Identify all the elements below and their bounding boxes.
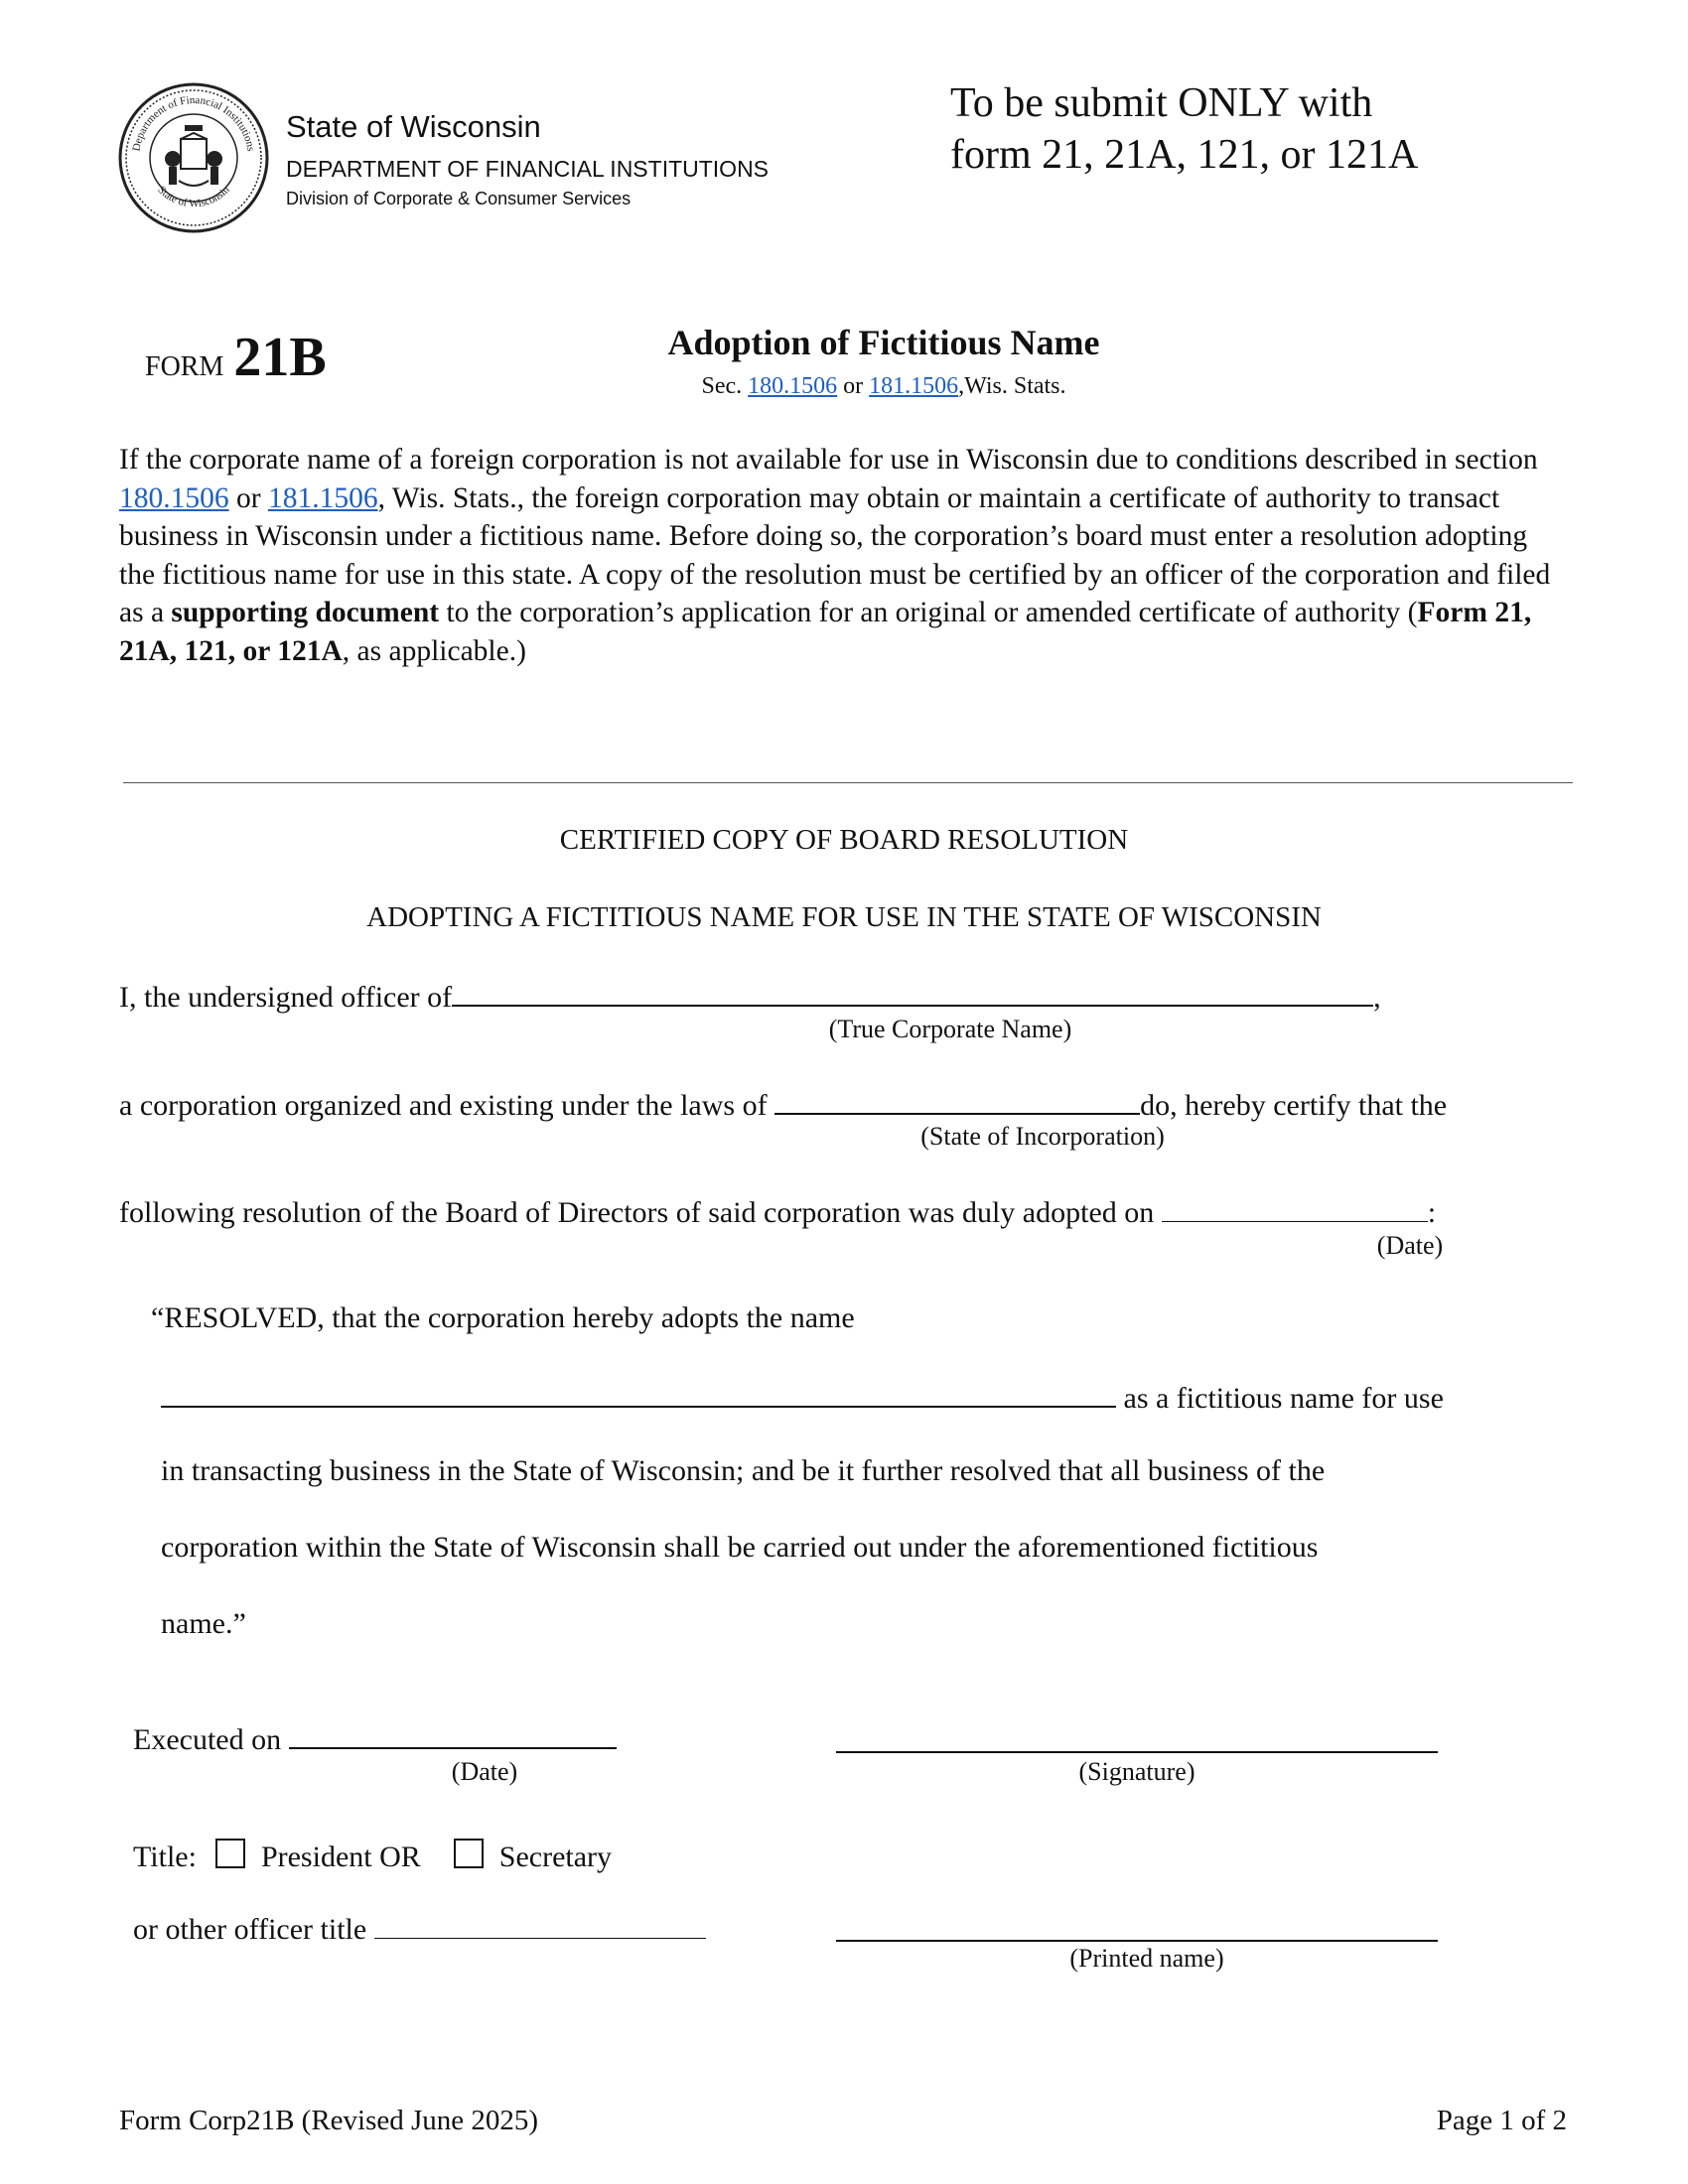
president-label: President OR <box>260 1841 421 1873</box>
footer-page-number: Page 1 of 2 <box>1436 2105 1567 2136</box>
fictitious-name-field[interactable] <box>161 1378 1116 1408</box>
other-officer-title-field[interactable] <box>374 1910 706 1939</box>
state-of-incorporation-field[interactable] <box>774 1085 1140 1115</box>
form-title: Adoption of Fictitious Name <box>667 323 1100 362</box>
resolved-line-2: as a fictitious name for use <box>161 1378 1444 1416</box>
president-checkbox[interactable] <box>215 1839 245 1868</box>
signature-field[interactable] <box>836 1751 1438 1753</box>
intro-link-180-1506[interactable]: 180.1506 <box>119 481 229 514</box>
notice-line-1: To be submit ONLY with <box>950 80 1373 126</box>
resolution-heading: CERTIFIED COPY OF BOARD RESOLUTION <box>559 824 1129 856</box>
caption-true-corporate-name: (True Corporate Name) <box>828 1015 1072 1043</box>
intro-link-181-1506[interactable]: 181.1506 <box>267 481 378 514</box>
resolved-line-3: in transacting business in the State of Wisconsin; and be it further resolved that all business of the <box>161 1454 1326 1487</box>
dfi-seal-logo <box>117 81 270 234</box>
caption-state-of-incorporation: (State of Incorporation) <box>920 1122 1165 1151</box>
footer-form-id: Form Corp21B (Revised June 2025) <box>119 2105 539 2136</box>
other-officer-title-line: or other officer title <box>133 1910 706 1947</box>
resolved-line-5: name.” <box>161 1607 246 1640</box>
notice-line-2: form 21, 21A, 121, or 121A <box>950 132 1419 178</box>
form-number <box>145 326 327 389</box>
printed-name-field[interactable] <box>836 1940 1438 1942</box>
resolution-subheading: ADOPTING A FICTITIOUS NAME FOR USE IN THE STATE OF WISCONSIN <box>366 901 1322 933</box>
secretary-label: Secretary <box>498 1841 613 1873</box>
incorporation-line: a corporation organized and existing under the laws of do, hereby certify that the <box>119 1085 1447 1123</box>
statute-reference: Sec. 180.1506 or 181.1506,Wis. Stats. <box>701 373 1066 399</box>
executed-on-line: Executed on <box>133 1719 617 1757</box>
officer-title-line: Title: President OR Secretary <box>133 1841 613 1873</box>
true-corporate-name-field[interactable] <box>452 977 1373 1007</box>
resolved-line-4: corporation within the State of Wisconsin shall be carried out under the aforementioned fictitious <box>161 1531 1319 1564</box>
officer-line: I, the undersigned officer of , <box>119 977 1381 1015</box>
intro-paragraph: If the corporate name of a foreign corporation is not available for use in Wisconsin due to conditions described in section 180.1506 or 181.1506, Wis. Stats., the foreign corporation may obtain or maintain a certificate of authority to transact business in Wisconsin under a fictitious name. Before doing so, the corporation’s board must enter a resolution adopting the fictitious name for use in this state. A copy of the resolution must be certified by an officer of the corporation and filed as a supporting document to the corporation’s application for an original or amended certificate of authority (Form 21, 21A, 121, or 121A, as applicable.) <box>119 444 1551 667</box>
secretary-checkbox[interactable] <box>454 1839 484 1868</box>
header-department: DEPARTMENT OF FINANCIAL INSTITUTIONS <box>286 156 770 182</box>
section-divider <box>123 782 1573 783</box>
svg-text:Department of Financial Instit: Department of Financial Institutions <box>130 93 257 153</box>
adoption-date-line: following resolution of the Board of Directors of said corporation was duly adopted on : <box>119 1193 1436 1230</box>
resolved-line-1: “RESOLVED, that the corporation hereby adopts the name <box>151 1301 855 1334</box>
caption-adoption-date: (Date) <box>1376 1231 1444 1260</box>
caption-signature: (Signature) <box>1078 1757 1196 1786</box>
caption-execution-date: (Date) <box>451 1757 518 1786</box>
statute-link-181-1506[interactable]: 181.1506 <box>869 373 959 399</box>
header-division: Division of Corporate & Consumer Services <box>286 189 632 208</box>
caption-printed-name: (Printed name) <box>1069 1944 1224 1973</box>
submission-notice <box>950 77 1418 181</box>
adoption-date-field[interactable] <box>1162 1193 1428 1222</box>
statute-link-180-1506[interactable]: 180.1506 <box>748 373 838 399</box>
execution-date-field[interactable] <box>289 1719 617 1749</box>
svg-text:State of Wisconsin: State of Wisconsin <box>155 184 232 210</box>
form-code: 21B <box>233 327 327 388</box>
form-label: FORM <box>145 351 224 382</box>
header-state-name: State of Wisconsin <box>286 109 541 144</box>
